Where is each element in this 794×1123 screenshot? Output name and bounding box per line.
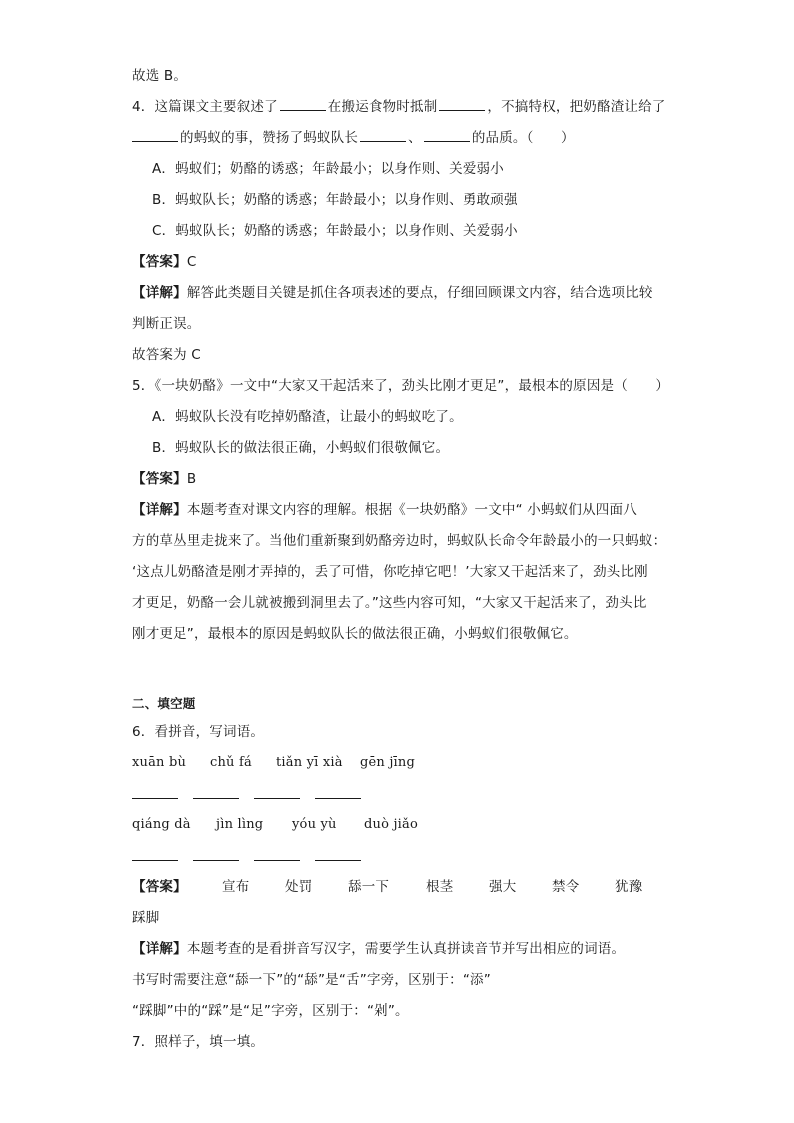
question-5-detail: 【详解】本题考查对课文内容的理解。根据《一块奶酪》一文中“ 小蚂蚁们从四面八 — [132, 502, 637, 518]
answer-word: 根茎 — [426, 879, 454, 895]
pinyin-item: tiǎn yī xià — [276, 755, 343, 770]
answer-word: 强大 — [489, 879, 517, 895]
answer-word: 犹豫 — [615, 879, 643, 895]
question-4-text-cont: 的蚂蚁的事，赞扬了蚂蚁队长 、 的品质。（ ） — [132, 128, 575, 148]
write-blank — [132, 798, 178, 799]
write-blank — [315, 860, 361, 861]
question-5-option-b: B．蚂蚁队长的做法很正确，小蚂蚁们很敬佩它。 — [152, 440, 450, 456]
question-6-answer-label: 【答案】 — [132, 879, 187, 895]
question-4-detail: 【详解】解答此类题目关键是抓住各项表述的要点，仔细回顾课文内容，结合选项比较 — [132, 285, 653, 301]
pinyin-item: xuān bù — [132, 755, 187, 770]
question-6-detail-cont: 书写时需要注意“舔一下”的“舔”是“舌”字旁，区别于：“添” — [132, 972, 491, 988]
question-6-detail: 【详解】本题考查的是看拼音写汉字，需要学生认真拼读音节并写出相应的词语。 — [132, 941, 626, 957]
pinyin-item: chǔ fá — [210, 755, 252, 770]
question-4-option-b: B．蚂蚁队长；奶酪的诱惑；年龄最小；以身作则、勇敢顽强 — [152, 192, 518, 208]
question-6-detail-cont: “踩脚”中的“踩”是“足”字旁，区别于：“剁”。 — [132, 1003, 409, 1019]
answer-word: 宣布 — [222, 879, 250, 895]
question-4-conclusion: 故答案为 C — [132, 347, 201, 363]
write-blank — [254, 860, 300, 861]
question-6-text: 6．看拼音，写词语。 — [132, 724, 265, 740]
pinyin-item: yóu yù — [292, 817, 337, 832]
fill-blank — [360, 129, 406, 142]
answer-word: 舔一下 — [348, 879, 390, 895]
pinyin-item: duò jiǎo — [364, 817, 419, 832]
question-4-option-c: C．蚂蚁队长；奶酪的诱惑；年龄最小；以身作则、关爱弱小 — [152, 223, 518, 239]
fill-blank — [439, 98, 485, 111]
question-5-text: 5．《一块奶酪》一文中“大家又干起活来了，劲头比刚才更足”，最根本的原因是（ ） — [132, 378, 670, 394]
question-4-text: 4．这篇课文主要叙述了 在搬运食物时抵制 ，不搞特权，把奶酪渣让给了 — [132, 99, 666, 115]
question-7-text: 7．照样子，填一填。 — [132, 1034, 265, 1050]
question-4-answer: 【答案】C — [132, 254, 197, 270]
fill-blank — [132, 129, 178, 142]
pinyin-item: jìn lìng — [216, 817, 264, 832]
answer-word: 处罚 — [285, 879, 313, 895]
question-4-option-a: A．蚂蚁们；奶酪的诱惑；年龄最小；以身作则、关爱弱小 — [152, 161, 504, 177]
question-5-detail-cont: 刚才更足”，最根本的原因是蚂蚁队长的做法很正确，小蚂蚁们很敬佩它。 — [132, 626, 578, 642]
question-5-answer: 【答案】B — [132, 471, 197, 487]
write-blank — [254, 798, 300, 799]
question-5-detail-cont: ‘这点儿奶酪渣是刚才弄掉的，丢了可惜，你吃掉它吧！’大家又干起活来了，劲头比刚 — [132, 564, 648, 580]
question-5-detail-cont: 方的草丛里走拢来了。当他们重新聚到奶酪旁边时，蚂蚁队长命令年龄最小的一只蚂蚁： — [132, 533, 667, 549]
fill-blank — [424, 129, 470, 142]
write-blank — [193, 798, 239, 799]
section-heading: 二、填空题 — [132, 696, 196, 711]
question-5-detail-cont: 才更足，奶酪一会儿就被搬到洞里去了。”这些内容可知，“大家又干起活来了，劲头比 — [132, 595, 647, 611]
write-blank — [132, 860, 178, 861]
write-blank — [193, 860, 239, 861]
answer-word: 踩脚 — [132, 910, 160, 926]
write-blank — [315, 798, 361, 799]
fill-blank — [280, 98, 326, 111]
prev-answer-conclusion: 故选 B。 — [132, 68, 188, 84]
question-5-option-a: A．蚂蚁队长没有吃掉奶酪渣，让最小的蚂蚁吃了。 — [152, 409, 463, 425]
pinyin-item: gēn jīng — [360, 755, 416, 770]
answer-word: 禁令 — [552, 879, 580, 895]
question-4-detail-cont: 判断正误。 — [132, 316, 201, 332]
pinyin-item: qiáng dà — [132, 817, 191, 832]
